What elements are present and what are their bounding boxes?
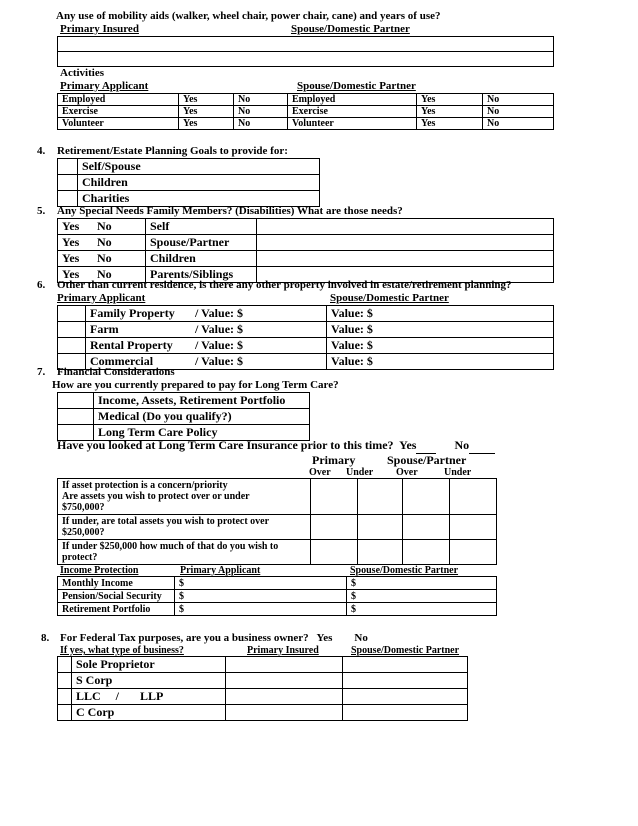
q6-check[interactable]	[58, 338, 86, 354]
q7-primary-over[interactable]	[311, 479, 358, 515]
q7-primary-under[interactable]	[358, 540, 403, 565]
q7-primary-under[interactable]	[358, 515, 403, 540]
q7-primary-over[interactable]	[311, 540, 358, 565]
q5-no[interactable]: No	[93, 267, 146, 283]
activity-yes[interactable]: Yes	[417, 118, 483, 130]
q4-number: 4.	[37, 145, 46, 157]
q5-yes[interactable]: Yes	[58, 235, 94, 251]
q7-income-item: Monthly Income	[58, 577, 175, 590]
q5-needs-cell[interactable]	[257, 235, 554, 251]
q7-ltc-yes[interactable]: Yes	[399, 438, 417, 452]
q6-spouse-value[interactable]: Value: $	[327, 354, 554, 370]
q7-title: Financial Considerations	[57, 366, 175, 378]
q6-title: Other than current residence, is there any other property involved in estate/retirement planning?	[57, 279, 512, 291]
q7-under-label: Under	[444, 467, 472, 478]
q7-ltc-insurance-question: Have you looked at Long Term Care Insurance prior to this time?	[57, 438, 394, 452]
q7-over-label: Over	[396, 467, 418, 478]
q8-no[interactable]: No	[354, 632, 368, 644]
q7-check[interactable]	[58, 393, 94, 409]
q8-spouse-cell[interactable]	[343, 673, 468, 689]
q8-primary-cell[interactable]	[226, 689, 343, 705]
q6-property: Family Property	[86, 306, 192, 322]
q8-title: For Federal Tax purposes, are you a business owner?	[60, 632, 309, 644]
q7-ltc-item: Long Term Care Policy	[94, 425, 310, 441]
q4-title: Retirement/Estate Planning Goals to provide for:	[57, 145, 288, 157]
q7-primary-under[interactable]	[358, 479, 403, 515]
q6-property: Farm	[86, 322, 192, 338]
q8-check[interactable]	[58, 705, 72, 721]
q8-yes[interactable]: Yes	[316, 632, 333, 644]
q5-item: Spouse/Partner	[146, 235, 257, 251]
q8-primary-label: Primary Insured	[247, 645, 319, 656]
q7-ltc-no[interactable]: No	[454, 438, 470, 452]
q5-item: Parents/Siblings	[146, 267, 257, 283]
q7-spouse-under[interactable]	[450, 540, 497, 565]
q4-check[interactable]	[58, 175, 78, 191]
q5-yes[interactable]: Yes	[58, 219, 94, 235]
q6-property: Commercial	[86, 354, 192, 370]
activity-yes[interactable]: Yes	[179, 118, 234, 130]
q5-number: 5.	[37, 205, 46, 217]
q8-primary-cell[interactable]	[226, 673, 343, 689]
q5-no[interactable]: No	[93, 235, 146, 251]
q6-value[interactable]: / Value: $	[191, 322, 327, 338]
q8-business-type: C Corp	[72, 705, 226, 721]
activity-no[interactable]: No	[234, 106, 288, 118]
q6-spouse-value[interactable]: Value: $	[327, 322, 554, 338]
activity-yes[interactable]: Yes	[417, 106, 483, 118]
mobility-primary-label: Primary Insured	[60, 23, 139, 35]
mobility-question: Any use of mobility aids (walker, wheel chair, power chair, cane) and years of use?	[56, 10, 441, 22]
q7-no-blank[interactable]	[469, 438, 495, 454]
activities-title: Activities	[60, 67, 104, 79]
q4-item: Charities	[78, 191, 320, 207]
q7-income-spouse-label: Spouse/Domestic Partner	[350, 565, 459, 576]
q5-needs-cell[interactable]	[257, 251, 554, 267]
q8-check[interactable]	[58, 673, 72, 689]
q7-income-table	[57, 576, 497, 616]
q8-business-type: LLC / LLP	[72, 689, 226, 705]
q4-table	[57, 158, 320, 207]
activity-yes[interactable]: Yes	[179, 94, 234, 106]
activities-table	[57, 93, 554, 130]
q6-check[interactable]	[58, 306, 86, 322]
q7-income-item: Retirement Portfolio	[58, 603, 175, 616]
q8-check[interactable]	[58, 689, 72, 705]
q7-spouse-under[interactable]	[450, 479, 497, 515]
q8-number: 8.	[41, 632, 50, 644]
q8-primary-cell[interactable]	[226, 657, 343, 673]
q7-spouse-over[interactable]	[403, 515, 450, 540]
q8-table	[57, 656, 468, 721]
q8-business-type: Sole Proprietor	[72, 657, 226, 673]
activity-name: Exercise	[288, 106, 417, 118]
q7-ltc-item: Medical (Do you qualify?)	[94, 409, 310, 425]
q5-item: Children	[146, 251, 257, 267]
q5-title: Any Special Needs Family Members? (Disabilities) What are those needs?	[57, 205, 403, 217]
q6-value[interactable]: / Value: $	[191, 354, 327, 370]
q7-ltc-insurance-line	[57, 438, 495, 454]
q4-check[interactable]	[58, 159, 78, 175]
q5-needs-cell[interactable]	[257, 219, 554, 235]
activity-yes[interactable]: Yes	[417, 94, 483, 106]
q5-table	[57, 218, 554, 283]
q7-income-primary[interactable]: $	[175, 577, 347, 590]
activity-row	[58, 118, 554, 130]
q7-spouse-over[interactable]	[403, 540, 450, 565]
q7-spouse-label: Spouse/Partner	[387, 453, 467, 467]
activity-row	[58, 106, 554, 118]
activity-no[interactable]: No	[483, 118, 554, 130]
q6-spouse-value[interactable]: Value: $	[327, 306, 554, 322]
q7-asset-question: If under, are total assets you wish to protect over $250,000?	[58, 515, 311, 540]
q6-value[interactable]: / Value: $	[191, 306, 327, 322]
q7-income-spouse[interactable]: $	[347, 590, 497, 603]
activities-primary-label: Primary Applicant	[60, 80, 149, 92]
activity-no[interactable]: No	[483, 94, 554, 106]
activities-spouse-label: Spouse/Domestic Partner	[297, 80, 416, 92]
mobility-cell[interactable]	[58, 37, 554, 52]
q5-item: Self	[146, 219, 257, 235]
q7-asset-question: If under $250,000 how much of that do you wish to protect?	[58, 540, 311, 565]
activity-yes[interactable]: Yes	[179, 106, 234, 118]
q7-primary-label: Primary	[312, 453, 356, 467]
q7-under-label: Under	[346, 467, 374, 478]
mobility-spouse-label: Spouse/Domestic Partner	[291, 23, 410, 35]
q8-spouse-cell[interactable]	[343, 657, 468, 673]
q8-spouse-cell[interactable]	[343, 705, 468, 721]
q7-income-protection-label: Income Protection	[60, 565, 139, 576]
q7-income-item: Pension/Social Security	[58, 590, 175, 603]
activity-name: Employed	[58, 94, 179, 106]
activity-no[interactable]: No	[234, 94, 288, 106]
q7-income-primary-label: Primary Applicant	[180, 565, 261, 576]
q5-no[interactable]: No	[93, 251, 146, 267]
q6-value[interactable]: / Value: $	[191, 338, 327, 354]
mobility-table	[57, 36, 554, 67]
q5-yes[interactable]: Yes	[58, 251, 94, 267]
activity-no[interactable]: No	[234, 118, 288, 130]
q7-income-primary[interactable]: $	[175, 590, 347, 603]
activity-name: Exercise	[58, 106, 179, 118]
mobility-cell[interactable]	[58, 52, 554, 67]
q7-asset-table	[57, 478, 497, 565]
q8-type-label: If yes, what type of business?	[60, 645, 184, 656]
q6-table	[57, 305, 554, 370]
q6-spouse-value[interactable]: Value: $	[327, 338, 554, 354]
activity-row	[58, 94, 554, 106]
q6-property: Rental Property	[86, 338, 192, 354]
q8-line	[60, 632, 368, 644]
q5-yes[interactable]: Yes	[58, 267, 94, 283]
q5-no[interactable]: No	[93, 219, 146, 235]
q7-check[interactable]	[58, 409, 94, 425]
q7-number: 7.	[37, 366, 46, 378]
q7-income-spouse[interactable]: $	[347, 603, 497, 616]
q4-item: Children	[78, 175, 320, 191]
activity-name: Volunteer	[288, 118, 417, 130]
q6-spouse-label: Spouse/Domestic Partner	[330, 292, 449, 304]
q7-ltc-item: Income, Assets, Retirement Portfolio	[94, 393, 310, 409]
q7-ltc-question: How are you currently prepared to pay for Long Term Care?	[52, 379, 339, 391]
activity-name: Employed	[288, 94, 417, 106]
q7-primary-over[interactable]	[311, 515, 358, 540]
q6-check[interactable]	[58, 322, 86, 338]
q6-primary-label: Primary Applicant	[57, 292, 146, 304]
q8-spouse-label: Spouse/Domestic Partner	[351, 645, 460, 656]
activity-no[interactable]: No	[483, 106, 554, 118]
q7-spouse-over[interactable]	[403, 479, 450, 515]
q7-spouse-under[interactable]	[450, 515, 497, 540]
q8-spouse-cell[interactable]	[343, 689, 468, 705]
q7-income-primary[interactable]: $	[175, 603, 347, 616]
q6-number: 6.	[37, 279, 46, 291]
q7-over-label: Over	[309, 467, 331, 478]
q7-income-spouse[interactable]: $	[347, 577, 497, 590]
q4-item: Self/Spouse	[78, 159, 320, 175]
q8-business-type: S Corp	[72, 673, 226, 689]
q7-ltc-table	[57, 392, 310, 441]
activity-name: Volunteer	[58, 118, 179, 130]
q7-yes-blank[interactable]	[416, 438, 436, 454]
q7-asset-question: If asset protection is a concern/priority Are assets you wish to protect over or under $750,000?	[58, 479, 311, 515]
q8-primary-cell[interactable]	[226, 705, 343, 721]
q8-check[interactable]	[58, 657, 72, 673]
